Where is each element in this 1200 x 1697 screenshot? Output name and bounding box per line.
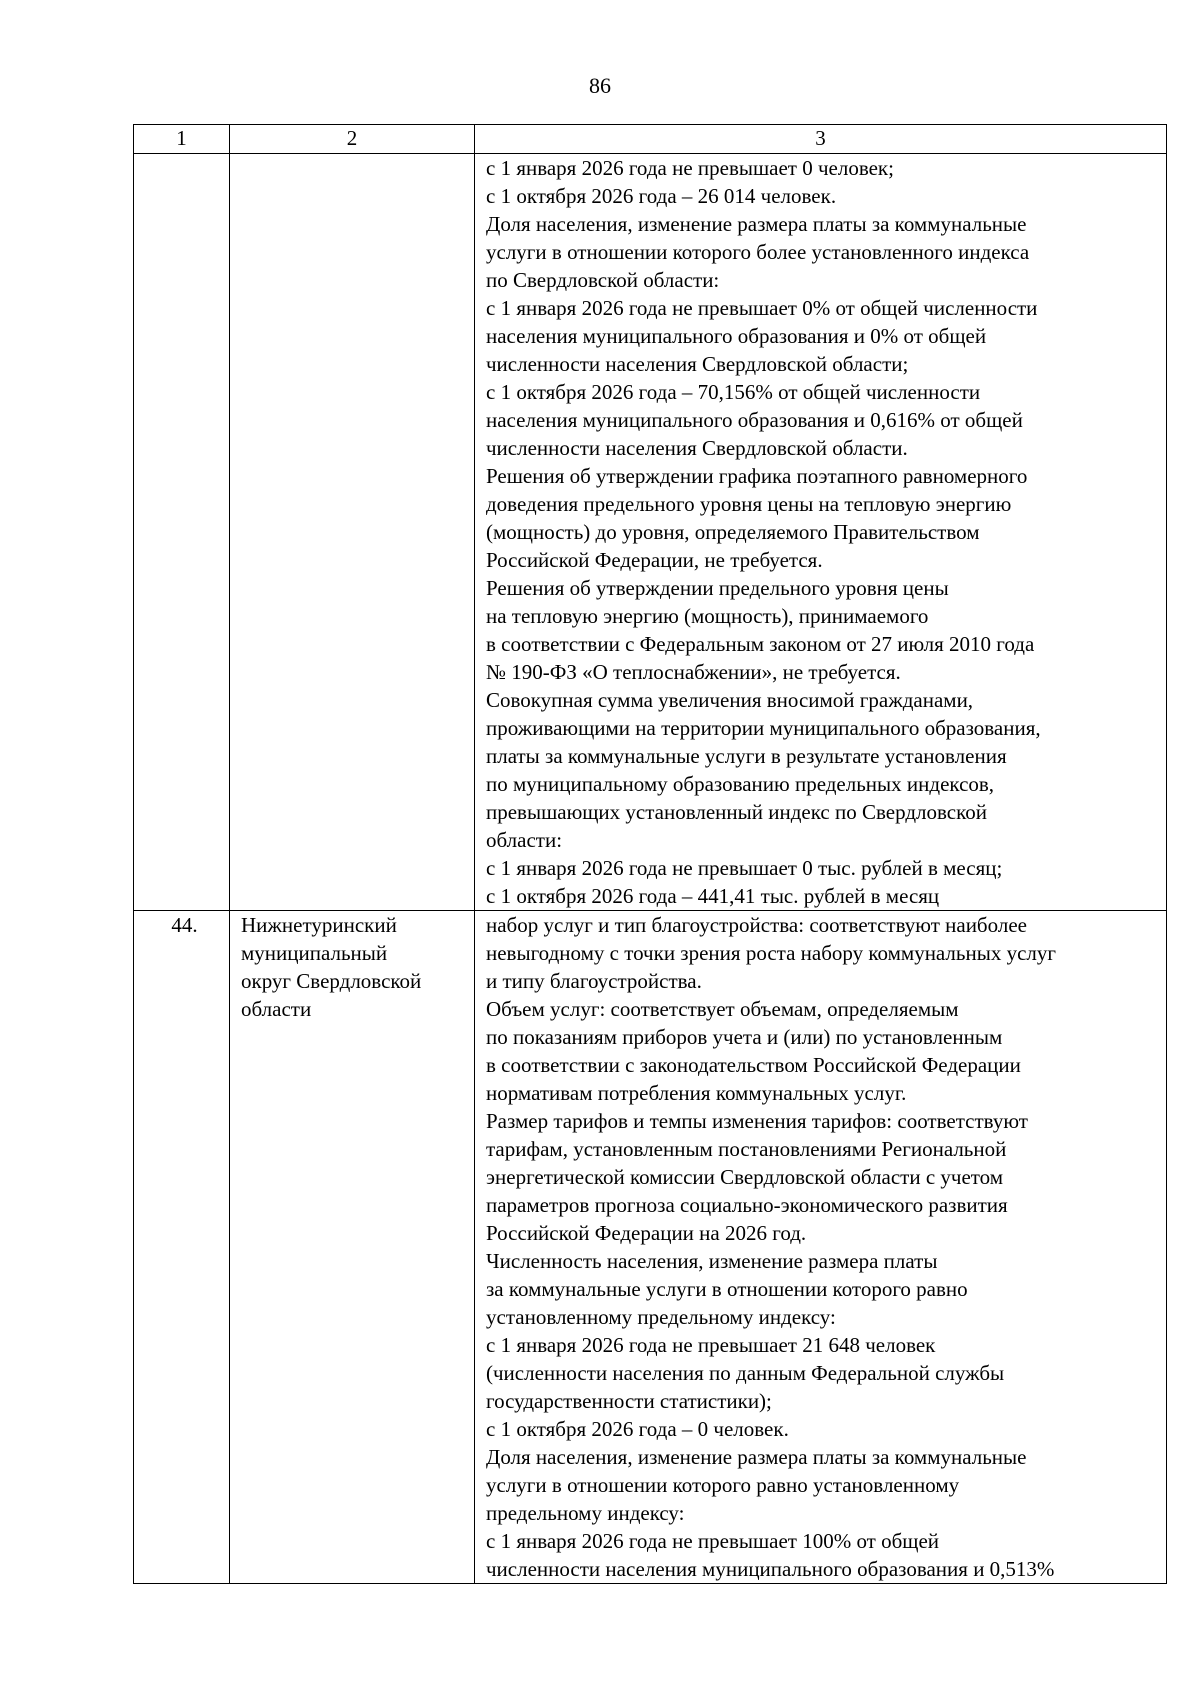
text-line: параметров прогноза социально-экономического развития [486, 1193, 1008, 1217]
text-line: численности населения Свердловской области. [486, 436, 908, 460]
text-line: Решения об утверждении предельного уровня цены [486, 576, 949, 600]
row-number: 44. [171, 913, 198, 937]
table-row-44 [134, 911, 1167, 1584]
text-line: превышающих установленный индекс по Свердловской [486, 800, 987, 824]
text-line: Российской Федерации на 2026 год. [486, 1221, 807, 1245]
content-cell-44 [475, 911, 1167, 1584]
text-line: Решения об утверждении графика поэтапного равномерного [486, 464, 1028, 488]
text-line: услуги в отношении которого более установленного индекса [486, 240, 1030, 264]
text-line: предельному индексу: [486, 1501, 685, 1525]
regulation-table [133, 124, 1167, 1584]
page-number: 86 [589, 73, 611, 98]
table-row-continuation [134, 154, 1167, 911]
text-line: Совокупная сумма увеличения вносимой гражданами, [486, 688, 974, 712]
text-line: установленному предельному индексу: [486, 1305, 836, 1329]
row-number-cell [134, 154, 230, 911]
text-line: с 1 января 2026 года не превышает 0 человек; [486, 156, 894, 180]
text-line: (мощность) до уровня, определяемого Правительством [486, 520, 980, 544]
text-line: за коммунальные услуги в отношении которого равно [486, 1277, 968, 1301]
text-line: населения муниципального образования и 0,616% от общей [486, 408, 1023, 432]
municipality-name-cell [230, 154, 475, 911]
text-line: в соответствии с Федеральным законом от 27 июля 2010 года [486, 632, 1035, 656]
text-line: в соответствии с законодательством Российской Федерации [486, 1053, 1021, 1077]
text-line: проживающими на территории муниципального образования, [486, 716, 1041, 740]
text-line: с 1 октября 2026 года – 26 014 человек. [486, 184, 837, 208]
text-line: Российской Федерации, не требуется. [486, 548, 823, 572]
text-line: Доля населения, изменение размера платы за коммунальные [486, 1445, 1027, 1469]
text-line: Численность населения, изменение размера платы [486, 1249, 938, 1273]
text-line: с 1 октября 2026 года – 0 человек. [486, 1417, 789, 1441]
column-header-2: 2 [230, 125, 475, 154]
text-line: Объем услуг: соответствует объемам, определяемым [486, 997, 959, 1021]
municipality-name-line: округ Свердловской [241, 969, 422, 993]
column-header-3: 3 [475, 125, 1167, 154]
text-line: по Свердловской области: [486, 268, 720, 292]
municipality-name-line: Нижнетуринский [241, 913, 397, 937]
text-line: на тепловую энергию (мощность), принимаемого [486, 604, 929, 628]
municipality-name-cell [230, 911, 475, 1584]
text-line: Доля населения, изменение размера платы за коммунальные [486, 212, 1027, 236]
row-number-cell [134, 911, 230, 1584]
text-line: доведения предельного уровня цены на тепловую энергию [486, 492, 1012, 516]
text-line: с 1 января 2026 года не превышает 100% от общей [486, 1529, 940, 1553]
text-line: численности населения Свердловской области; [486, 352, 909, 376]
text-line: набор услуг и тип благоустройства: соответствуют наиболее [486, 913, 1027, 937]
municipality-name-line: муниципальный [241, 941, 388, 965]
text-line: с 1 января 2026 года не превышает 0% от общей численности [486, 296, 1038, 320]
text-line: населения муниципального образования и 0% от общей [486, 324, 987, 348]
text-line: услуги в отношении которого равно установленному [486, 1473, 960, 1497]
table-header-row [134, 125, 1167, 154]
text-line: с 1 января 2026 года не превышает 21 648 человек [486, 1333, 936, 1357]
text-line: численности населения муниципального образования и 0,513% [486, 1557, 1055, 1581]
text-line: по муниципальному образованию предельных индексов, [486, 772, 995, 796]
text-line: невыгодному с точки зрения роста набору коммунальных услуг [486, 941, 1057, 965]
text-line: по показаниям приборов учета и (или) по установленным [486, 1025, 1003, 1049]
text-line: энергетической комиссии Свердловской области с учетом [486, 1165, 1004, 1189]
text-line: государственности статистики); [486, 1389, 772, 1413]
text-line: с 1 октября 2026 года – 441,41 тыс. рублей в месяц [486, 884, 940, 908]
column-header-1: 1 [134, 125, 230, 154]
content-cell-continuation [475, 154, 1167, 911]
text-line: № 190-ФЗ «О теплоснабжении», не требуется. [486, 660, 901, 684]
text-line: области: [486, 828, 563, 852]
text-line: с 1 октября 2026 года – 70,156% от общей численности [486, 380, 981, 404]
text-line: тарифам, установленным постановлениями Региональной [486, 1137, 1007, 1161]
text-line: и типу благоустройства. [486, 969, 702, 993]
municipality-name-line: области [241, 997, 312, 1021]
text-line: Размер тарифов и темпы изменения тарифов: соответствуют [486, 1109, 1028, 1133]
text-line: (численности населения по данным Федеральной службы [486, 1361, 1005, 1385]
text-line: нормативам потребления коммунальных услуг. [486, 1081, 907, 1105]
text-line: платы за коммунальные услуги в результате установления [486, 744, 1007, 768]
text-line: с 1 января 2026 года не превышает 0 тыс. рублей в месяц; [486, 856, 1003, 880]
